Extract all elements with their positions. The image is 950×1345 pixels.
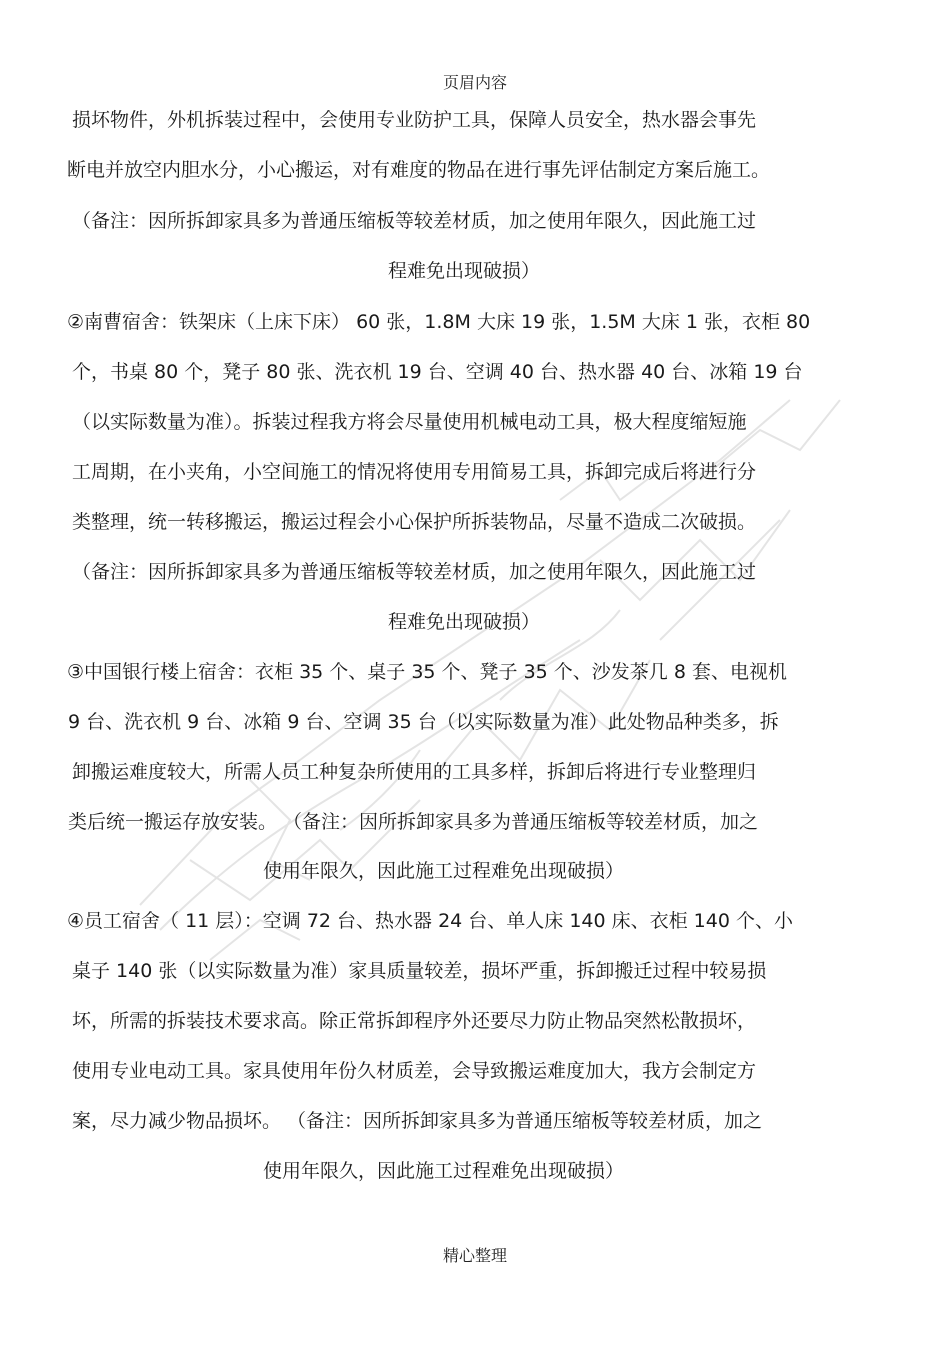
body-line: 卸搬运难度较大，所需人员工种复杂所使用的工具多样，拆卸后将进行专业整理归	[72, 761, 757, 783]
body-line: 桌子 140 张（以实际数量为准）家具质量较差，损坏严重，拆卸搬迁过程中较易损	[72, 960, 767, 982]
body-line: （以实际数量为准）。拆装过程我方将会尽量使用机械电动工具，极大程度缩短施	[72, 411, 747, 433]
body-line: 个，书桌 80 个，凳子 80 张、洗衣机 19 台、空调 40 台、热水器 40 台、冰箱 19 台	[72, 361, 803, 383]
note-line: （备注：因所拆卸家具多为普通压缩板等较差材质，加之使用年限久，因此施工过	[72, 210, 757, 232]
body-line: 9 台、洗衣机 9 台、冰箱 9 台、空调 35 台（以实际数量为准）此处物品种类多，拆	[68, 711, 779, 733]
item-heading-line: ④员工宿舍（ 11 层）：空调 72 台、热水器 24 台、单人床 140 床、衣柜 140 个、小	[67, 910, 793, 932]
item-heading-line: ②南曹宿舍：铁架床（上床下床） 60 张，1.8M 大床 19 张，1.5M 大床 1 张，衣柜 80	[67, 311, 811, 333]
body-line: 案，尽力减少物品损坏。 （备注：因所拆卸家具多为普通压缩板等较差材质，加之	[72, 1110, 763, 1132]
item-heading-line: ③中国银行楼上宿舍：衣柜 35 个、桌子 35 个、凳子 35 个、沙发茶几 8 套、电视机	[67, 661, 787, 683]
body-line: 损坏物件，外机拆装过程中，会使用专业防护工具，保障人员安全，热水器会事先	[72, 109, 757, 131]
page-header: 页眉内容	[442, 73, 507, 92]
note-line: 程难免出现破损）	[388, 260, 541, 282]
body-line: 类后统一搬运存放安装。 （备注：因所拆卸家具多为普通压缩板等较差材质，加之	[68, 811, 759, 833]
body-line: 坏，所需的拆装技术要求高。除正常拆卸程序外还要尽力防止物品突然松散损坏，	[72, 1010, 757, 1032]
body-line: 使用专业电动工具。家具使用年份久材质差，会导致搬运难度加大，我方会制定方	[72, 1060, 757, 1082]
note-line: 使用年限久，因此施工过程难免出现破损）	[263, 1160, 625, 1182]
body-line: 断电并放空内胆水分，小心搬运，对有难度的物品在进行事先评估制定方案后施工。	[67, 159, 771, 181]
note-line: 使用年限久，因此施工过程难免出现破损）	[263, 860, 625, 882]
body-line: 工周期，在小夹角，小空间施工的情况将使用专用简易工具，拆卸完成后将进行分	[72, 461, 757, 483]
page-footer: 精心整理	[442, 1246, 507, 1265]
note-line: （备注：因所拆卸家具多为普通压缩板等较差材质，加之使用年限久，因此施工过	[72, 561, 757, 583]
body-line: 类整理，统一转移搬运，搬运过程会小心保护所拆装物品，尽量不造成二次破损。	[72, 511, 757, 533]
note-line: 程难免出现破损）	[388, 611, 541, 633]
